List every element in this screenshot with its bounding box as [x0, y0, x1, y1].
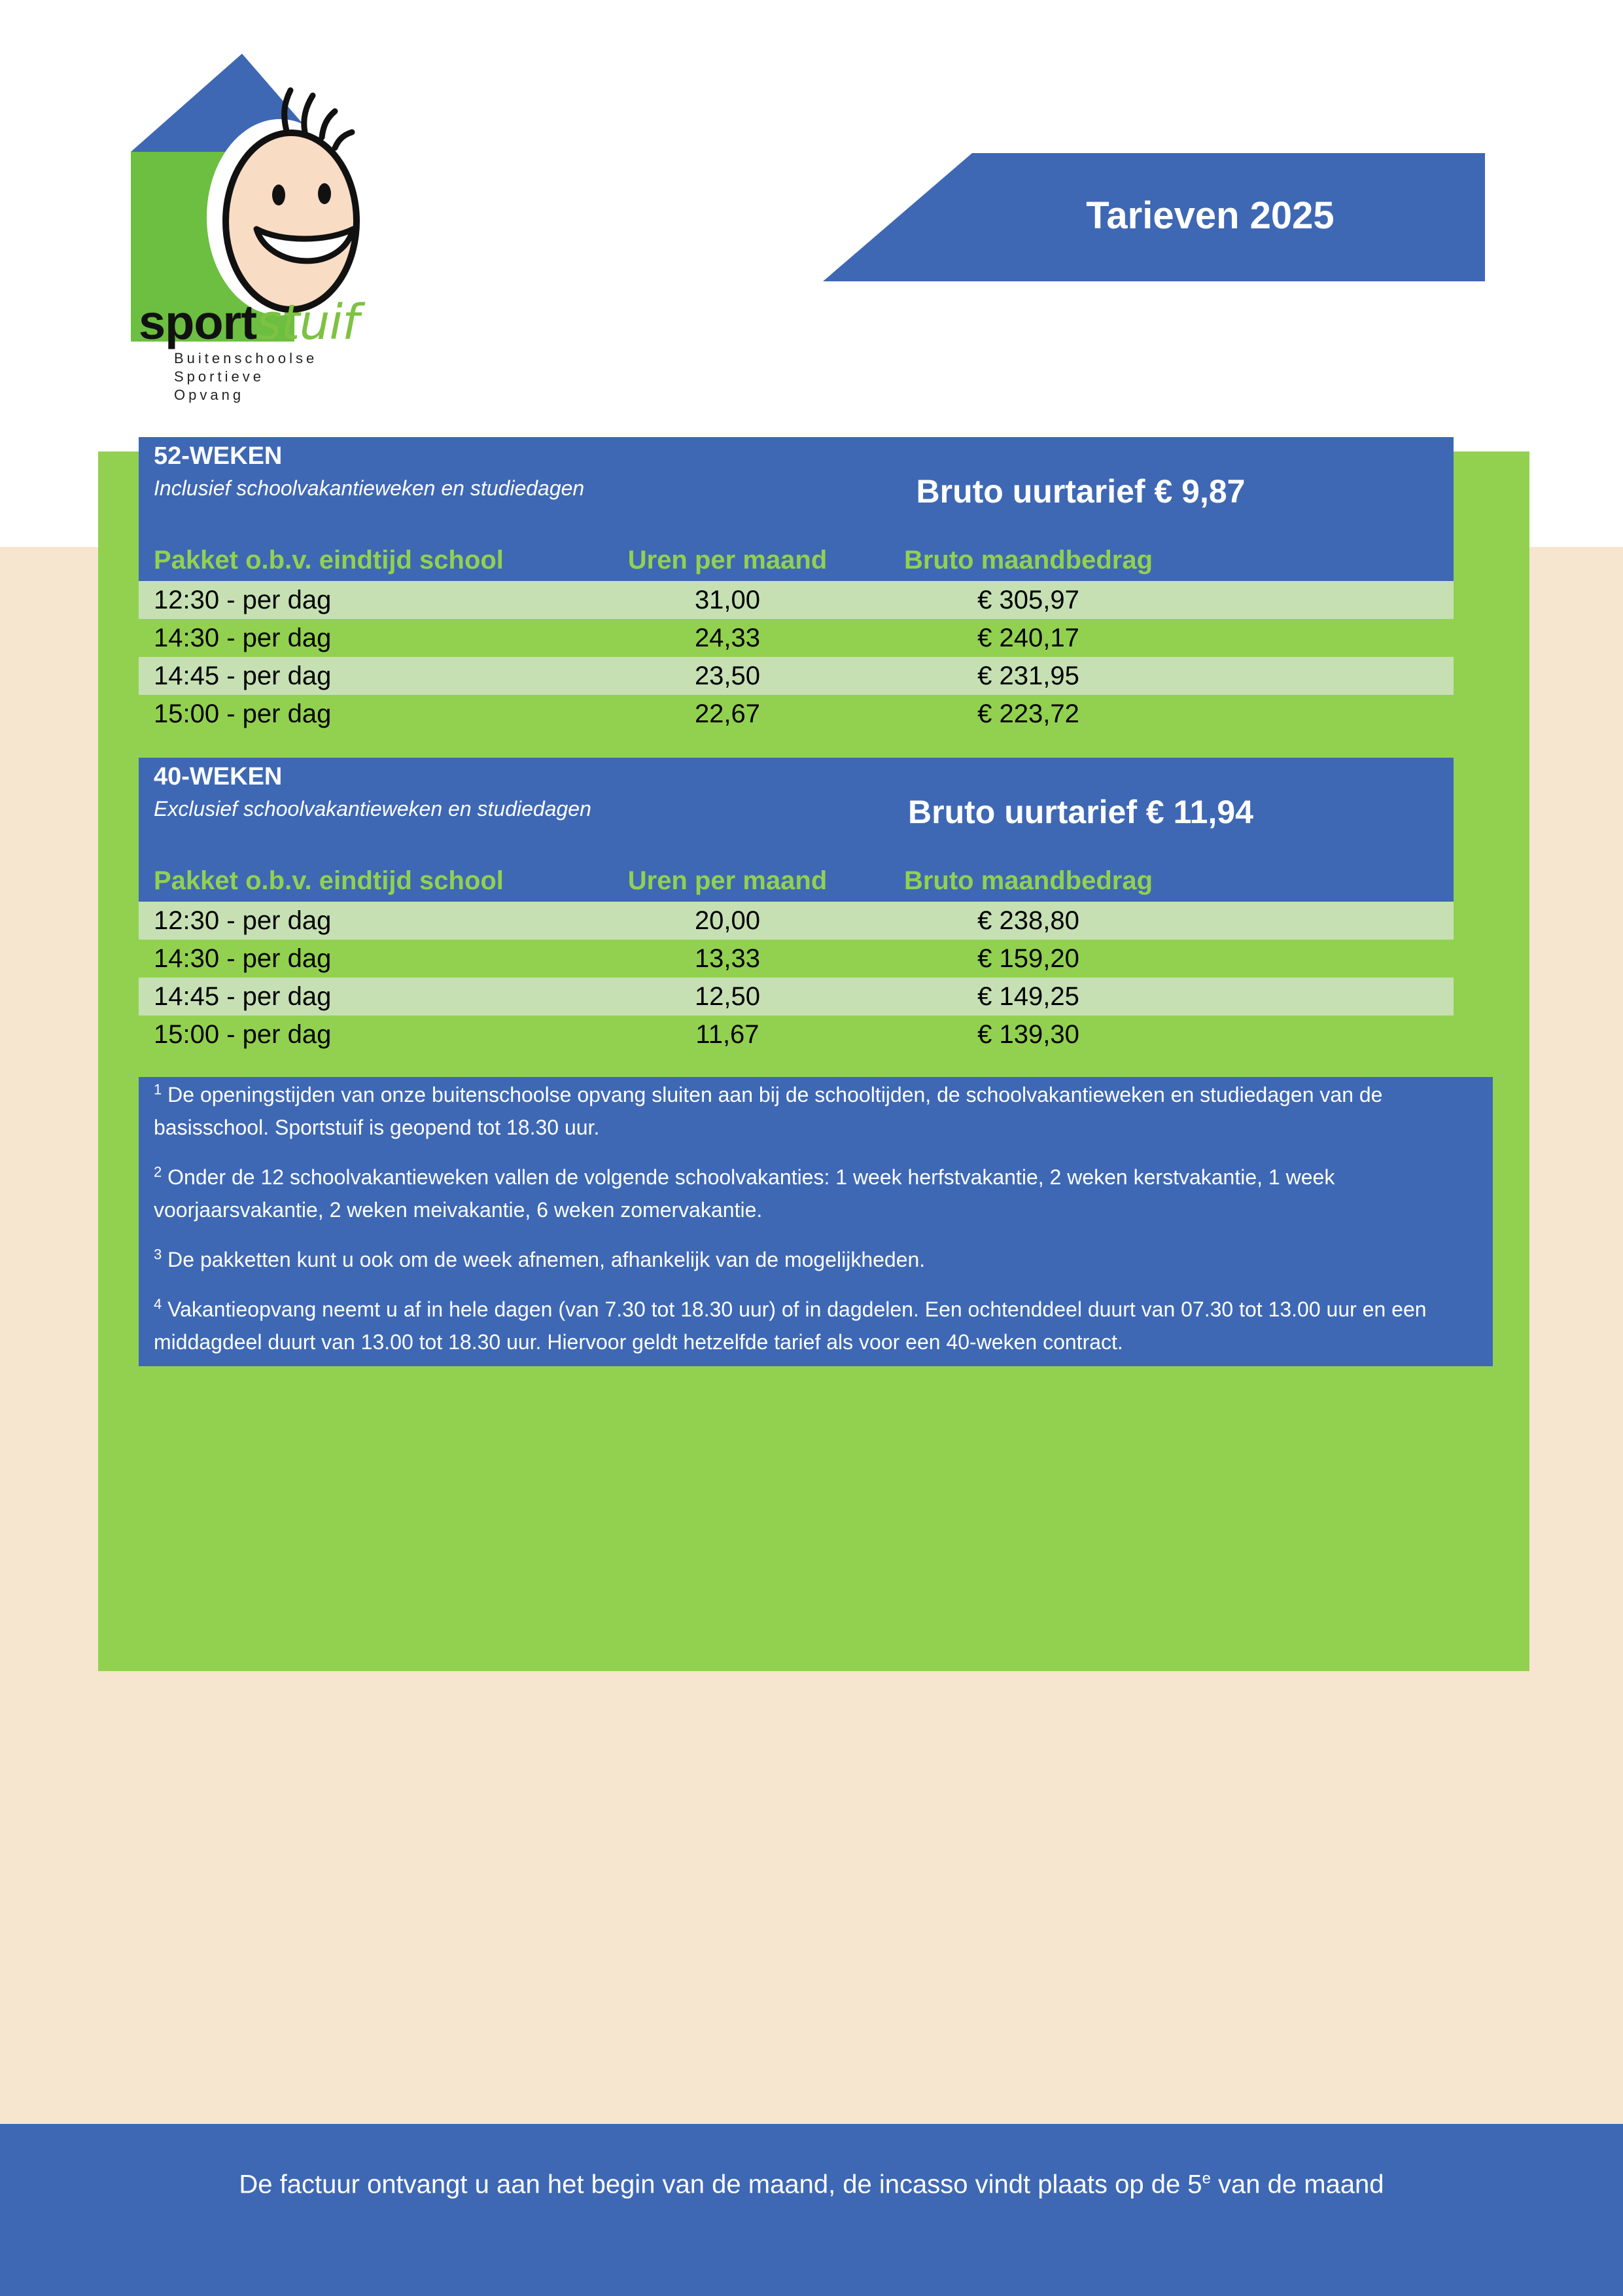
logo-word-sport: sport [139, 295, 256, 349]
package-hourly-rate: Bruto uurtarief € 9,87 [916, 473, 1246, 510]
table-row [139, 978, 1454, 1016]
footnote-text: Onder de 12 schoolvakantieweken vallen de volgende schoolvakanties: 1 week herfstvakantie, 2 weken kerstvakantie, 1 week voorjaarsvakantie, 2 weken meivakantie, 6 weken zomervakantie. [154, 1165, 1335, 1222]
row-package: 14:45 - per dag [154, 982, 332, 1011]
package-name: 52-WEKEN [154, 442, 283, 470]
package-name: 40-WEKEN [154, 763, 283, 790]
row-package: 14:30 - per dag [154, 624, 332, 652]
package-header [139, 758, 1454, 902]
logo-subtitle [174, 349, 317, 404]
package-description: Exclusief schoolvakantieweken en studiedagen [154, 797, 591, 821]
column-header-hours: Uren per maand [627, 866, 828, 895]
footnote-text: Vakantieopvang neemt u af in hele dagen (van 7.30 tot 18.30 uur) of in dagdelen. Een ochtenddeel duurt van 07.30 tot 13.00 uur en een middagdeel duurt van 13.00 tot 18.30 uur. Hiervoor geldt hetzelfde tarief als voor een 40-weken contract. [154, 1298, 1427, 1354]
column-header-package: Pakket o.b.v. eindtijd school [154, 866, 504, 895]
footnote-number: 1 [154, 1081, 162, 1098]
package-52-weken [139, 437, 1454, 733]
footnote [154, 1243, 1480, 1276]
package-hourly-rate: Bruto uurtarief € 11,94 [908, 794, 1253, 830]
package-header [139, 437, 1454, 581]
logo-wordmark [139, 294, 358, 351]
footer-text-main: De factuur ontvangt u aan het begin van de maand, de incasso vindt plaats op de 5 [239, 2170, 1202, 2199]
row-amount: € 159,20 [977, 944, 1079, 973]
footer-superscript: e [1202, 2170, 1211, 2187]
footer-band [0, 2124, 1623, 2296]
column-header-amount: Bruto maandbedrag [903, 866, 1153, 895]
logo-word-stuif: stuif [256, 294, 359, 351]
logo-subtitle-line: Buitenschoolse [174, 350, 318, 366]
table-row [139, 1016, 1454, 1053]
row-package: 15:00 - per dag [154, 699, 332, 728]
row-hours: 23,50 [694, 662, 761, 690]
table-row [139, 657, 1454, 695]
table-row [139, 902, 1454, 940]
footer-text [0, 2159, 1623, 2204]
row-amount: € 223,72 [977, 699, 1079, 728]
row-amount: € 240,17 [977, 624, 1079, 652]
row-amount: € 238,80 [977, 906, 1079, 935]
row-hours: 20,00 [694, 906, 761, 935]
table-row [139, 619, 1454, 657]
page-title: Tarieven 2025 [1086, 194, 1335, 237]
row-package: 14:45 - per dag [154, 662, 332, 690]
row-amount: € 305,97 [977, 586, 1079, 614]
table-row [139, 940, 1454, 978]
column-header-amount: Bruto maandbedrag [903, 546, 1153, 574]
footnote-number: 4 [154, 1296, 162, 1313]
logo-subtitle-line: Opvang [174, 387, 245, 403]
row-amount: € 149,25 [977, 982, 1079, 1011]
package-description: Inclusief schoolvakantieweken en studiedagen [154, 476, 585, 500]
row-amount: € 139,30 [977, 1020, 1079, 1049]
footnotes-box [139, 1077, 1493, 1366]
column-header-package: Pakket o.b.v. eindtijd school [154, 546, 504, 574]
row-package: 12:30 - per dag [154, 906, 332, 935]
footnote [154, 1161, 1480, 1226]
logo-subtitle-line: Sportieve [174, 368, 264, 385]
row-hours: 12,50 [694, 982, 761, 1011]
table-row [139, 695, 1454, 733]
row-hours: 22,67 [694, 699, 761, 728]
table-row [139, 581, 1454, 619]
footnote [154, 1078, 1480, 1144]
row-hours: 13,33 [694, 944, 761, 973]
row-package: 14:30 - per dag [154, 944, 332, 973]
package-40-weken [139, 758, 1454, 1053]
footnote-text: De pakketten kunt u ook om de week afnemen, afhankelijk van de mogelijkheden. [162, 1248, 926, 1271]
footnote [154, 1293, 1480, 1358]
footnote-number: 2 [154, 1163, 162, 1180]
row-amount: € 231,95 [977, 662, 1079, 690]
footnote-text: De openingstijden van onze buitenschoolse opvang sluiten aan bij de schooltijden, de schoolvakantieweken en studiedagen van de basisschool. Sportstuif is geopend tot 18.30 uur. [154, 1083, 1383, 1139]
column-header-hours: Uren per maand [627, 546, 828, 574]
row-hours: 24,33 [694, 624, 761, 652]
footnote-number: 3 [154, 1246, 162, 1263]
row-package: 15:00 - per dag [154, 1020, 332, 1049]
row-hours: 31,00 [694, 586, 761, 614]
row-hours: 11,67 [695, 1020, 759, 1049]
footer-text-end: van de maand [1210, 2170, 1384, 2199]
row-package: 12:30 - per dag [154, 586, 332, 614]
